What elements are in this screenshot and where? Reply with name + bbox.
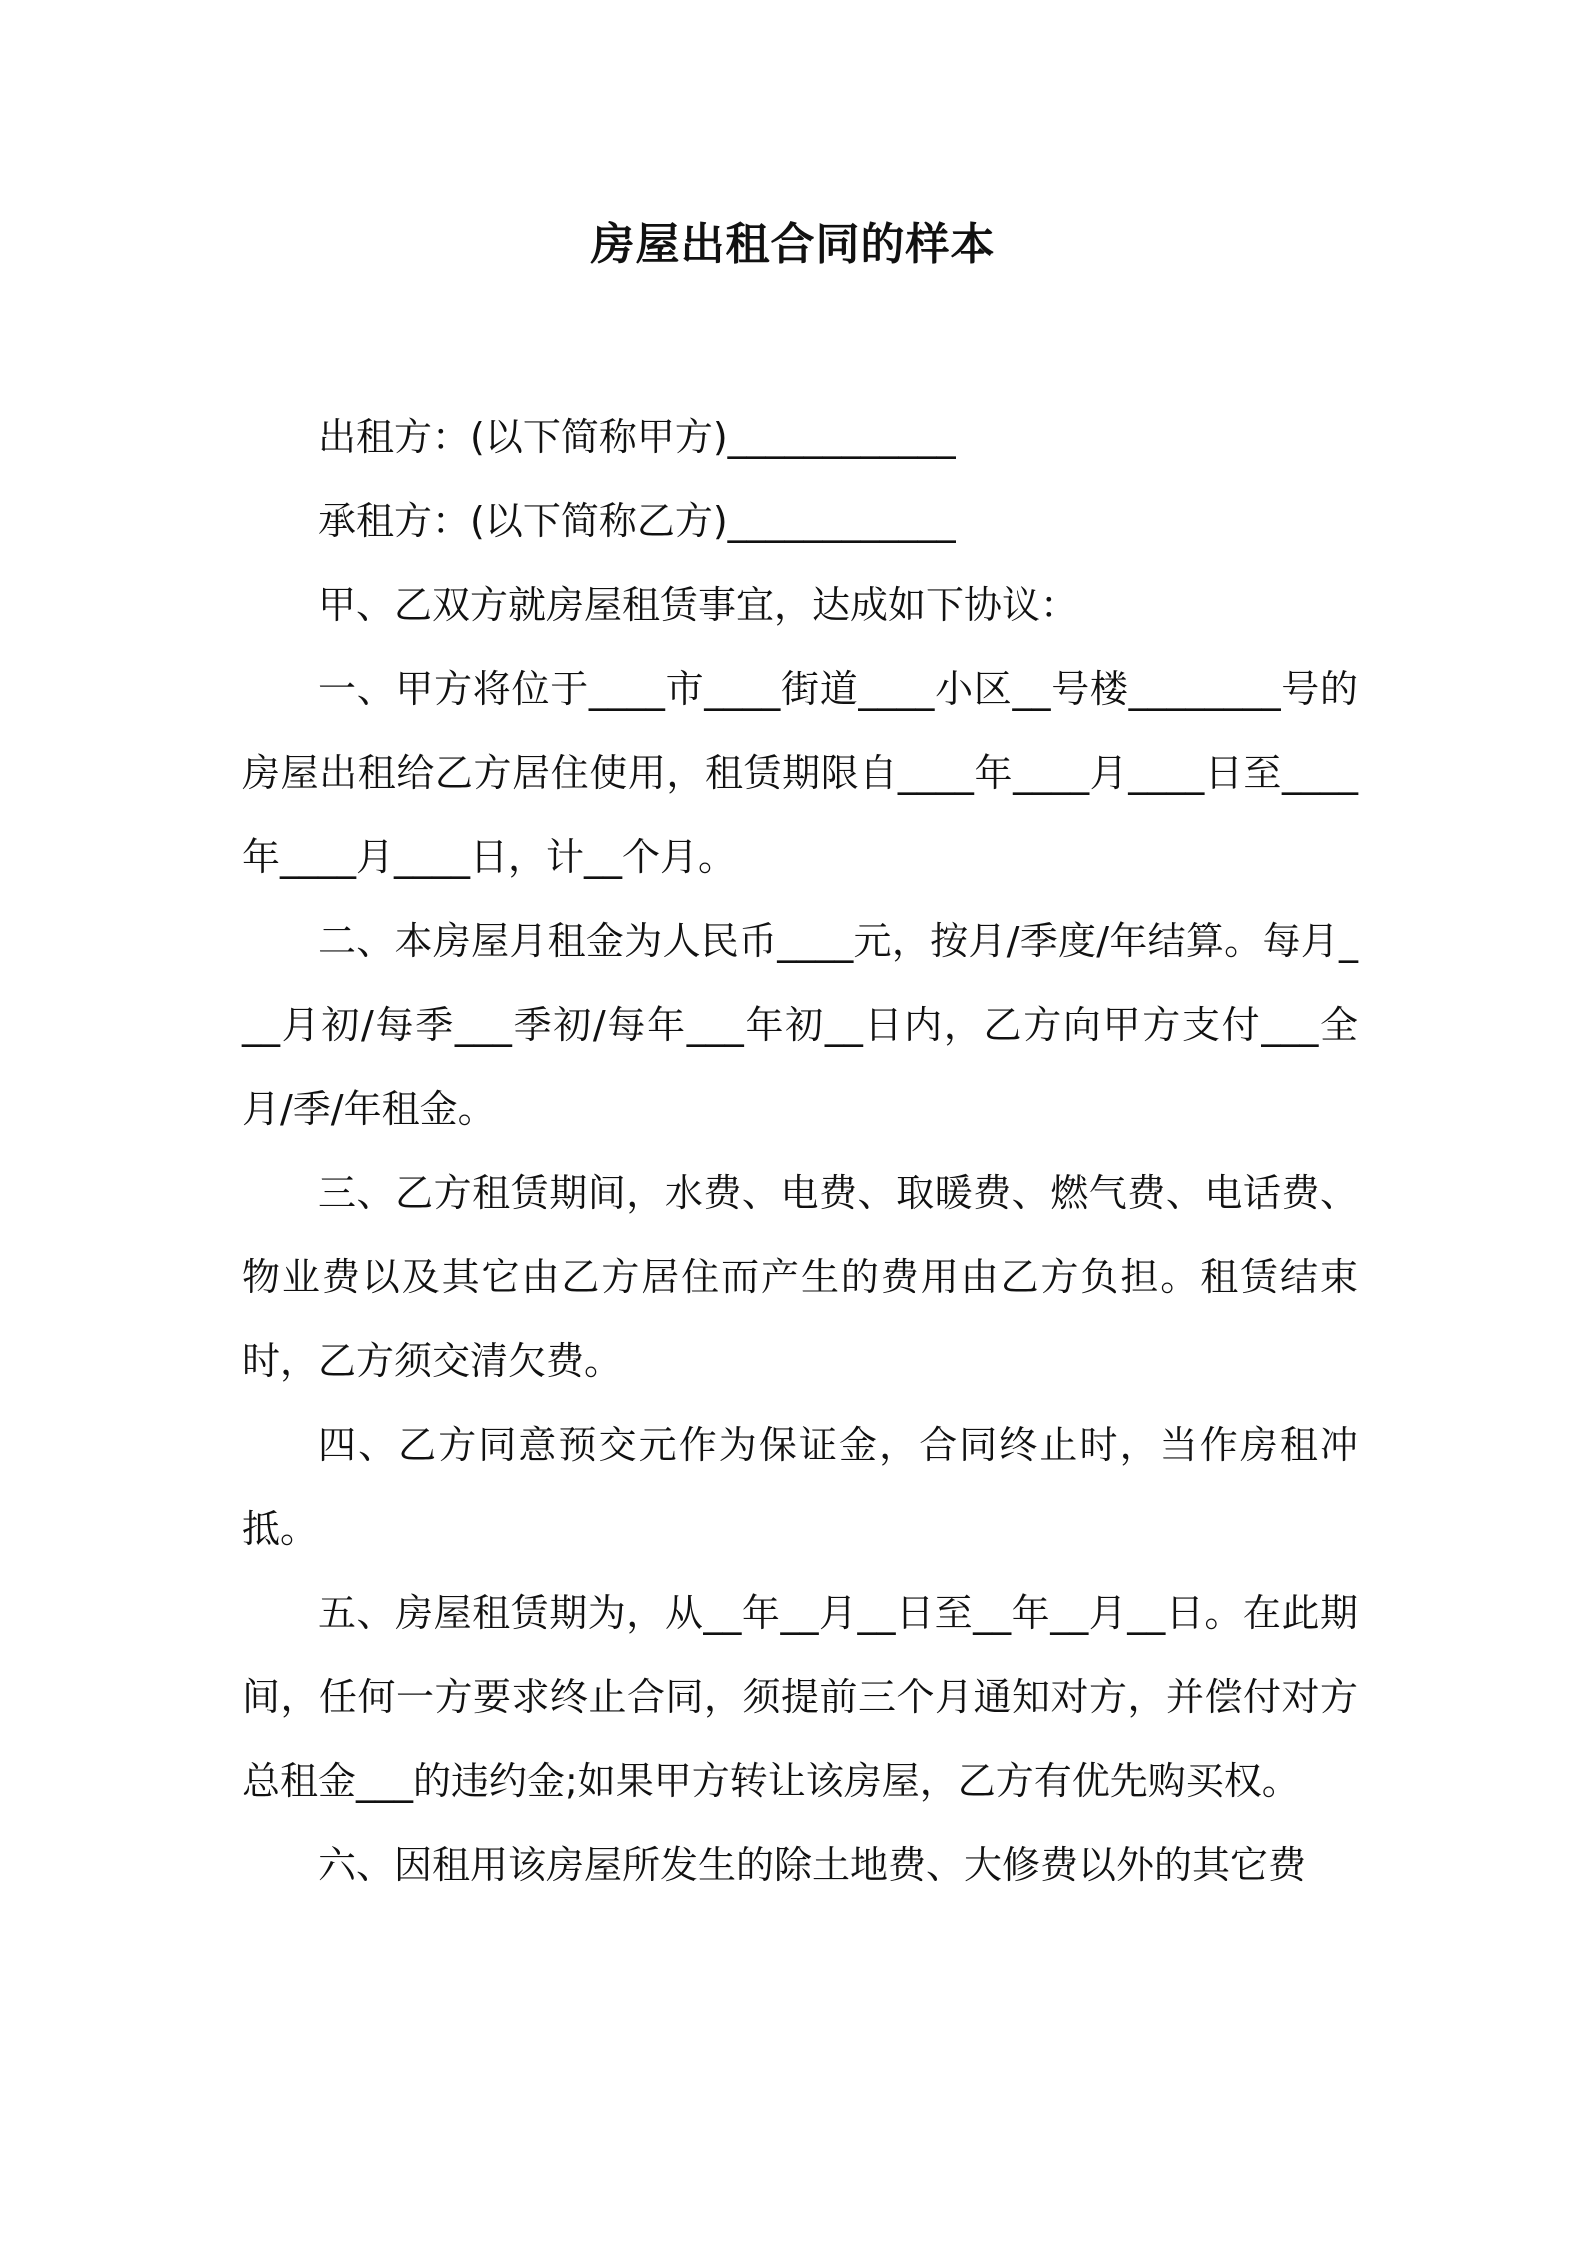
clause-6: 六、因租用该房屋所发生的除土地费、大修费以外的其它费 bbox=[318, 1843, 1307, 1887]
clause-1: 一、甲方将位于____市____街道____小区__号楼________号的房屋出租给乙方居住使用，租赁期限自____年____月____日至____年____月____日，计__个月。 bbox=[242, 667, 1358, 879]
clause-4: 四、乙方同意预交元作为保证金，合同终止时，当作房租冲抵。 bbox=[242, 1423, 1358, 1551]
clause-2: 二、本房屋月租金为人民币____元，按月/季度/年结算。每月___月初/每季___季初/每年___年初__日内，乙方向甲方支付___全月/季/年租金。 bbox=[242, 919, 1358, 1131]
document-title: 房屋出租合同的样本 bbox=[590, 219, 996, 270]
lessee-line: 承租方：(以下简称乙方)____________ bbox=[318, 499, 956, 543]
clause-5: 五、房屋租赁期为，从__年__月__日至__年__月__日。在此期间，任何一方要求终止合同，须提前三个月通知对方，并偿付对方总租金___的违约金;如果甲方转让该房屋，乙方有优先购买权。 bbox=[242, 1591, 1358, 1803]
lessor-line: 出租方：(以下简称甲方)____________ bbox=[318, 415, 956, 459]
agreement-intro: 甲、乙双方就房屋租赁事宜，达成如下协议： bbox=[318, 583, 1079, 627]
clause-3: 三、乙方租赁期间，水费、电费、取暖费、燃气费、电话费、物业费以及其它由乙方居住而产生的费用由乙方负担。租赁结束时，乙方须交清欠费。 bbox=[242, 1171, 1358, 1383]
document-body bbox=[242, 395, 1358, 1907]
